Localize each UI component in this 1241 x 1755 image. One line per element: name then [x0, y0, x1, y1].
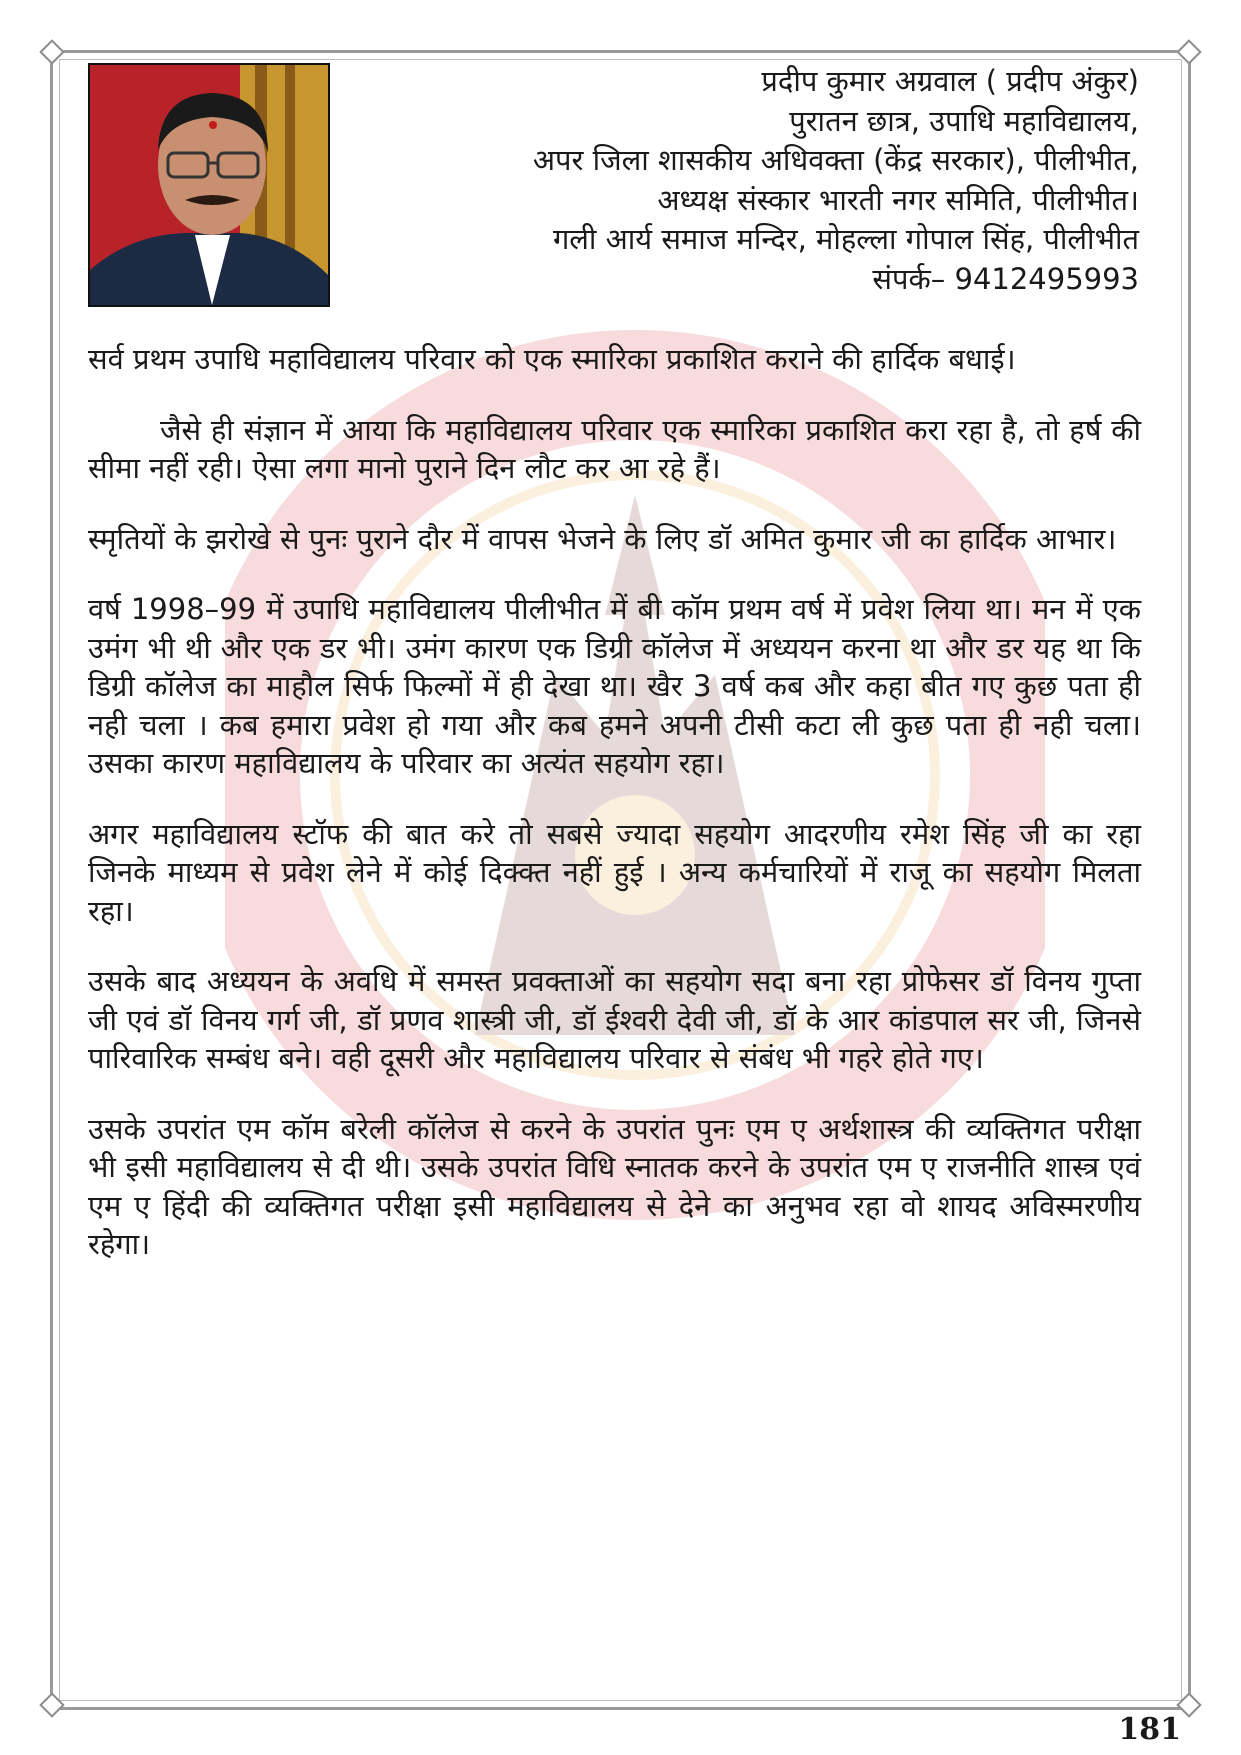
author-contact: संपर्क– 9412495993 [872, 261, 1139, 296]
paragraph: स्मृतियों के झरोखे से पुनः पुराने दौर में वापस भेजने के लिए डॉ अमित कुमार जी का हार्दिक आभार। [88, 521, 1117, 556]
page-number: 181 [1118, 1712, 1181, 1747]
paragraph: अगर महाविद्यालय स्टॉफ की बात करे तो सबसे ज्यादा सहयोग आदरणीय रमेश सिंह जी का रहा जिनके माध्यम से प्रवेश लेने में कोई दिक्क्त नहीं हुई । अन्य कर्मचारियों में राजू का सहयोग मिलता रहा। [88, 816, 1141, 928]
author-portrait-image [90, 65, 328, 305]
author-alumni-line: पुरातन छात्र, उपाधि महाविद्यालय, [789, 103, 1139, 138]
author-details [533, 62, 1139, 299]
paragraph: जैसे ही संज्ञान में आया कि महाविद्यालय परिवार एक स्मारिका प्रकाशित करा रहा है, तो हर्ष की सीमा नहीं रही। ऐसा लगा मानो पुराने दिन लौट कर आ रहे हैं। [88, 412, 1141, 485]
author-name: प्रदीप कुमार अग्रवाल ( प्रदीप अंकुर) [761, 64, 1139, 98]
paragraph: सर्व प्रथम उपाधि महाविद्यालय परिवार को एक स्मारिका प्रकाशित कराने की हार्दिक बधाई। [88, 342, 1016, 376]
paragraph: उसके उपरांत एम कॉम बरेली कॉलेज से करने के उपरांत पुनः एम ए अर्थशास्त्र की व्यक्तिगत परीक्षा भी इसी महाविद्यालय से दी थी। उसके उपरांत विधि स्नातक करने के उपरांत एम ए राजनीति शास्त्र एवं एम ए हिंदी की व्यक्तिगत परीक्षा इसी महाविद्यालय से देने का अनुभव रहा वो शायद अविस्मरणीय रहेगा। [88, 1111, 1141, 1261]
paragraph: उसके बाद अध्ययन के अवधि में समस्त प्रवक्ताओं का सहयोग सदा बना रहा प्रोफेसर डॉ विनय गुप्ता जी एवं डॉ विनय गर्ग जी, डॉ प्रणव शास्त्री जी, डॉ ईश्वरी देवी जी, डॉ के आर कांडपाल सर जी, जिनसे पारिवारिक सम्बंध बने। वही दूसरी और महाविद्यालय परिवार से संबंध भी गहरे होते गए। [88, 964, 1141, 1075]
paragraph: वर्ष 1998–99 में उपाधि महाविद्यालय पीलीभीत में बी कॉम प्रथम वर्ष में प्रवेश लिया था। मन में एक उमंग भी थी और एक डर भी। उमंग कारण एक डिग्री कॉलेज में अध्ययन करना था और डर यह था कि डिग्री कॉलेज का माहौल सिर्फ फिल्मों में ही देखा था। खैर 3 वर्ष कब और कहा बीत गए कुछ पता ही नही चला । कब हमारा प्रवेश हो गया और कब हमने अपनी टीसी कटा ली कुछ पता ही नही चला। उसका कारण महाविद्यालय के परिवार का अत्यंत सहयोग रहा। [88, 592, 1141, 780]
author-committee-role: अध्यक्ष संस्कार भारती नगर समिति, पीलीभीत। [657, 182, 1139, 217]
article-body [88, 340, 1141, 1296]
author-designation: अपर जिला शासकीय अधिवक्ता (केंद्र सरकार), पीलीभीत, [532, 143, 1139, 177]
author-photo [88, 63, 330, 307]
author-address: गली आर्य समाज मन्दिर, मोहल्ला गोपाल सिंह, पीलीभीत [552, 222, 1139, 256]
